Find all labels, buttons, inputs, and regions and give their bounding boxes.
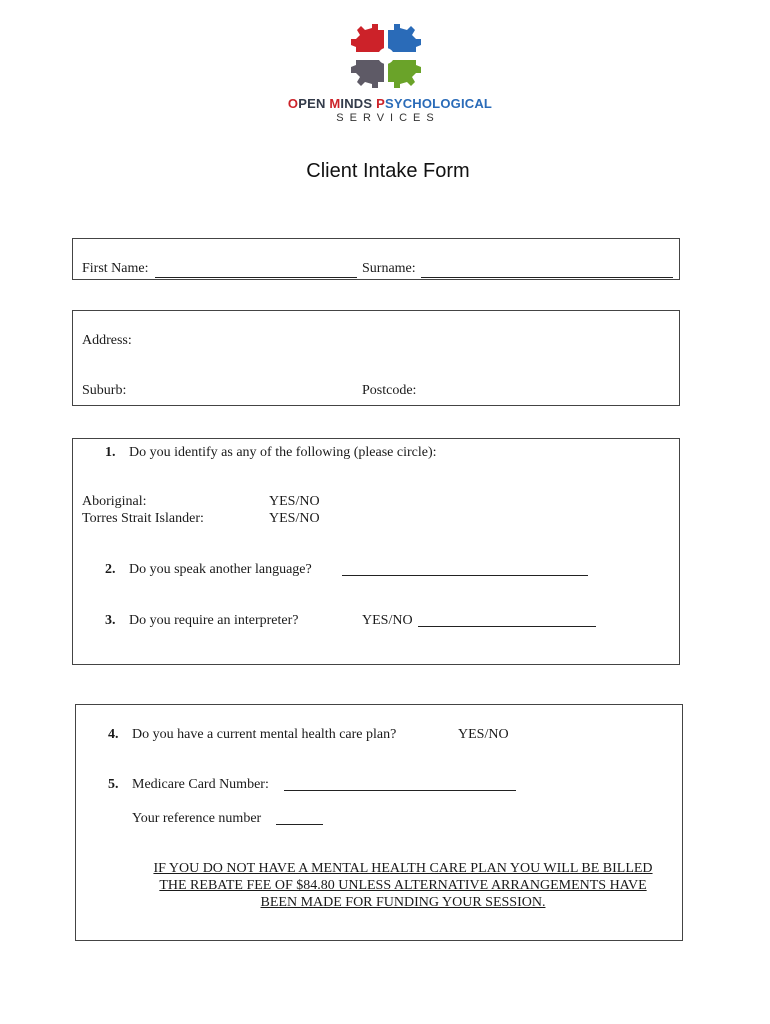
aboriginal-label: Aboriginal: <box>82 494 147 509</box>
brand-letter-p: P <box>376 96 385 111</box>
tsi-label: Torres Strait Islander: <box>82 511 204 526</box>
interpreter-value[interactable]: YES/NO <box>362 613 413 628</box>
logo-icon <box>345 20 427 94</box>
surname-label: Surname: <box>362 261 416 276</box>
medicare-number-field[interactable] <box>284 790 516 791</box>
q3-text: Do you require an interpreter? <box>129 613 299 628</box>
brand-text-pen: PEN <box>298 96 330 111</box>
q4-text: Do you have a current mental health care plan? <box>132 727 397 742</box>
q4-number: 4. <box>108 727 119 742</box>
brand-letter-m: M <box>329 96 341 111</box>
q1-text: Do you identify as any of the following (please circle): <box>129 445 437 460</box>
q3-number: 3. <box>105 613 116 628</box>
logo-gear-red <box>351 24 384 52</box>
reference-number-field[interactable] <box>276 824 323 825</box>
identity-section <box>72 438 680 665</box>
interpreter-field[interactable] <box>418 626 596 627</box>
page-title: Client Intake Form <box>306 160 470 182</box>
billing-notice: IF YOU DO NOT HAVE A MENTAL HEALTH CARE PLAN YOU WILL BE BILLED THE REBATE FEE OF $84.80 UNLESS ALTERNATIVE ARRANGEMENTS HAVE BEEN MADE FOR FUNDING YOUR SESSION. <box>153 861 653 910</box>
brand-text-inds: INDS <box>340 96 377 111</box>
q1-number: 1. <box>105 445 116 460</box>
q5-text: Medicare Card Number: <box>132 777 269 792</box>
logo-gear-green <box>388 60 421 88</box>
care-plan-value[interactable]: YES/NO <box>458 727 509 742</box>
postcode-label: Postcode: <box>362 383 417 398</box>
surname-field[interactable] <box>421 277 673 278</box>
language-field[interactable] <box>342 575 588 576</box>
brand-letter-o: O <box>287 96 299 111</box>
suburb-label: Suburb: <box>82 383 127 398</box>
first-name-field[interactable] <box>155 277 357 278</box>
brand-name <box>200 96 580 111</box>
logo-gear-blue <box>388 24 421 52</box>
q5-number: 5. <box>108 777 119 792</box>
address-label: Address: <box>82 333 132 348</box>
brand-text-sych: SYCHOLOGICAL <box>384 96 493 111</box>
first-name-label: First Name: <box>82 261 149 276</box>
logo-gear-gray <box>351 60 384 88</box>
reference-label: Your reference number <box>132 811 262 826</box>
q2-number: 2. <box>105 562 116 577</box>
brand-services: SERVICES <box>336 112 440 124</box>
q2-text: Do you speak another language? <box>129 562 312 577</box>
tsi-value[interactable]: YES/NO <box>269 511 320 526</box>
aboriginal-value[interactable]: YES/NO <box>269 494 320 509</box>
